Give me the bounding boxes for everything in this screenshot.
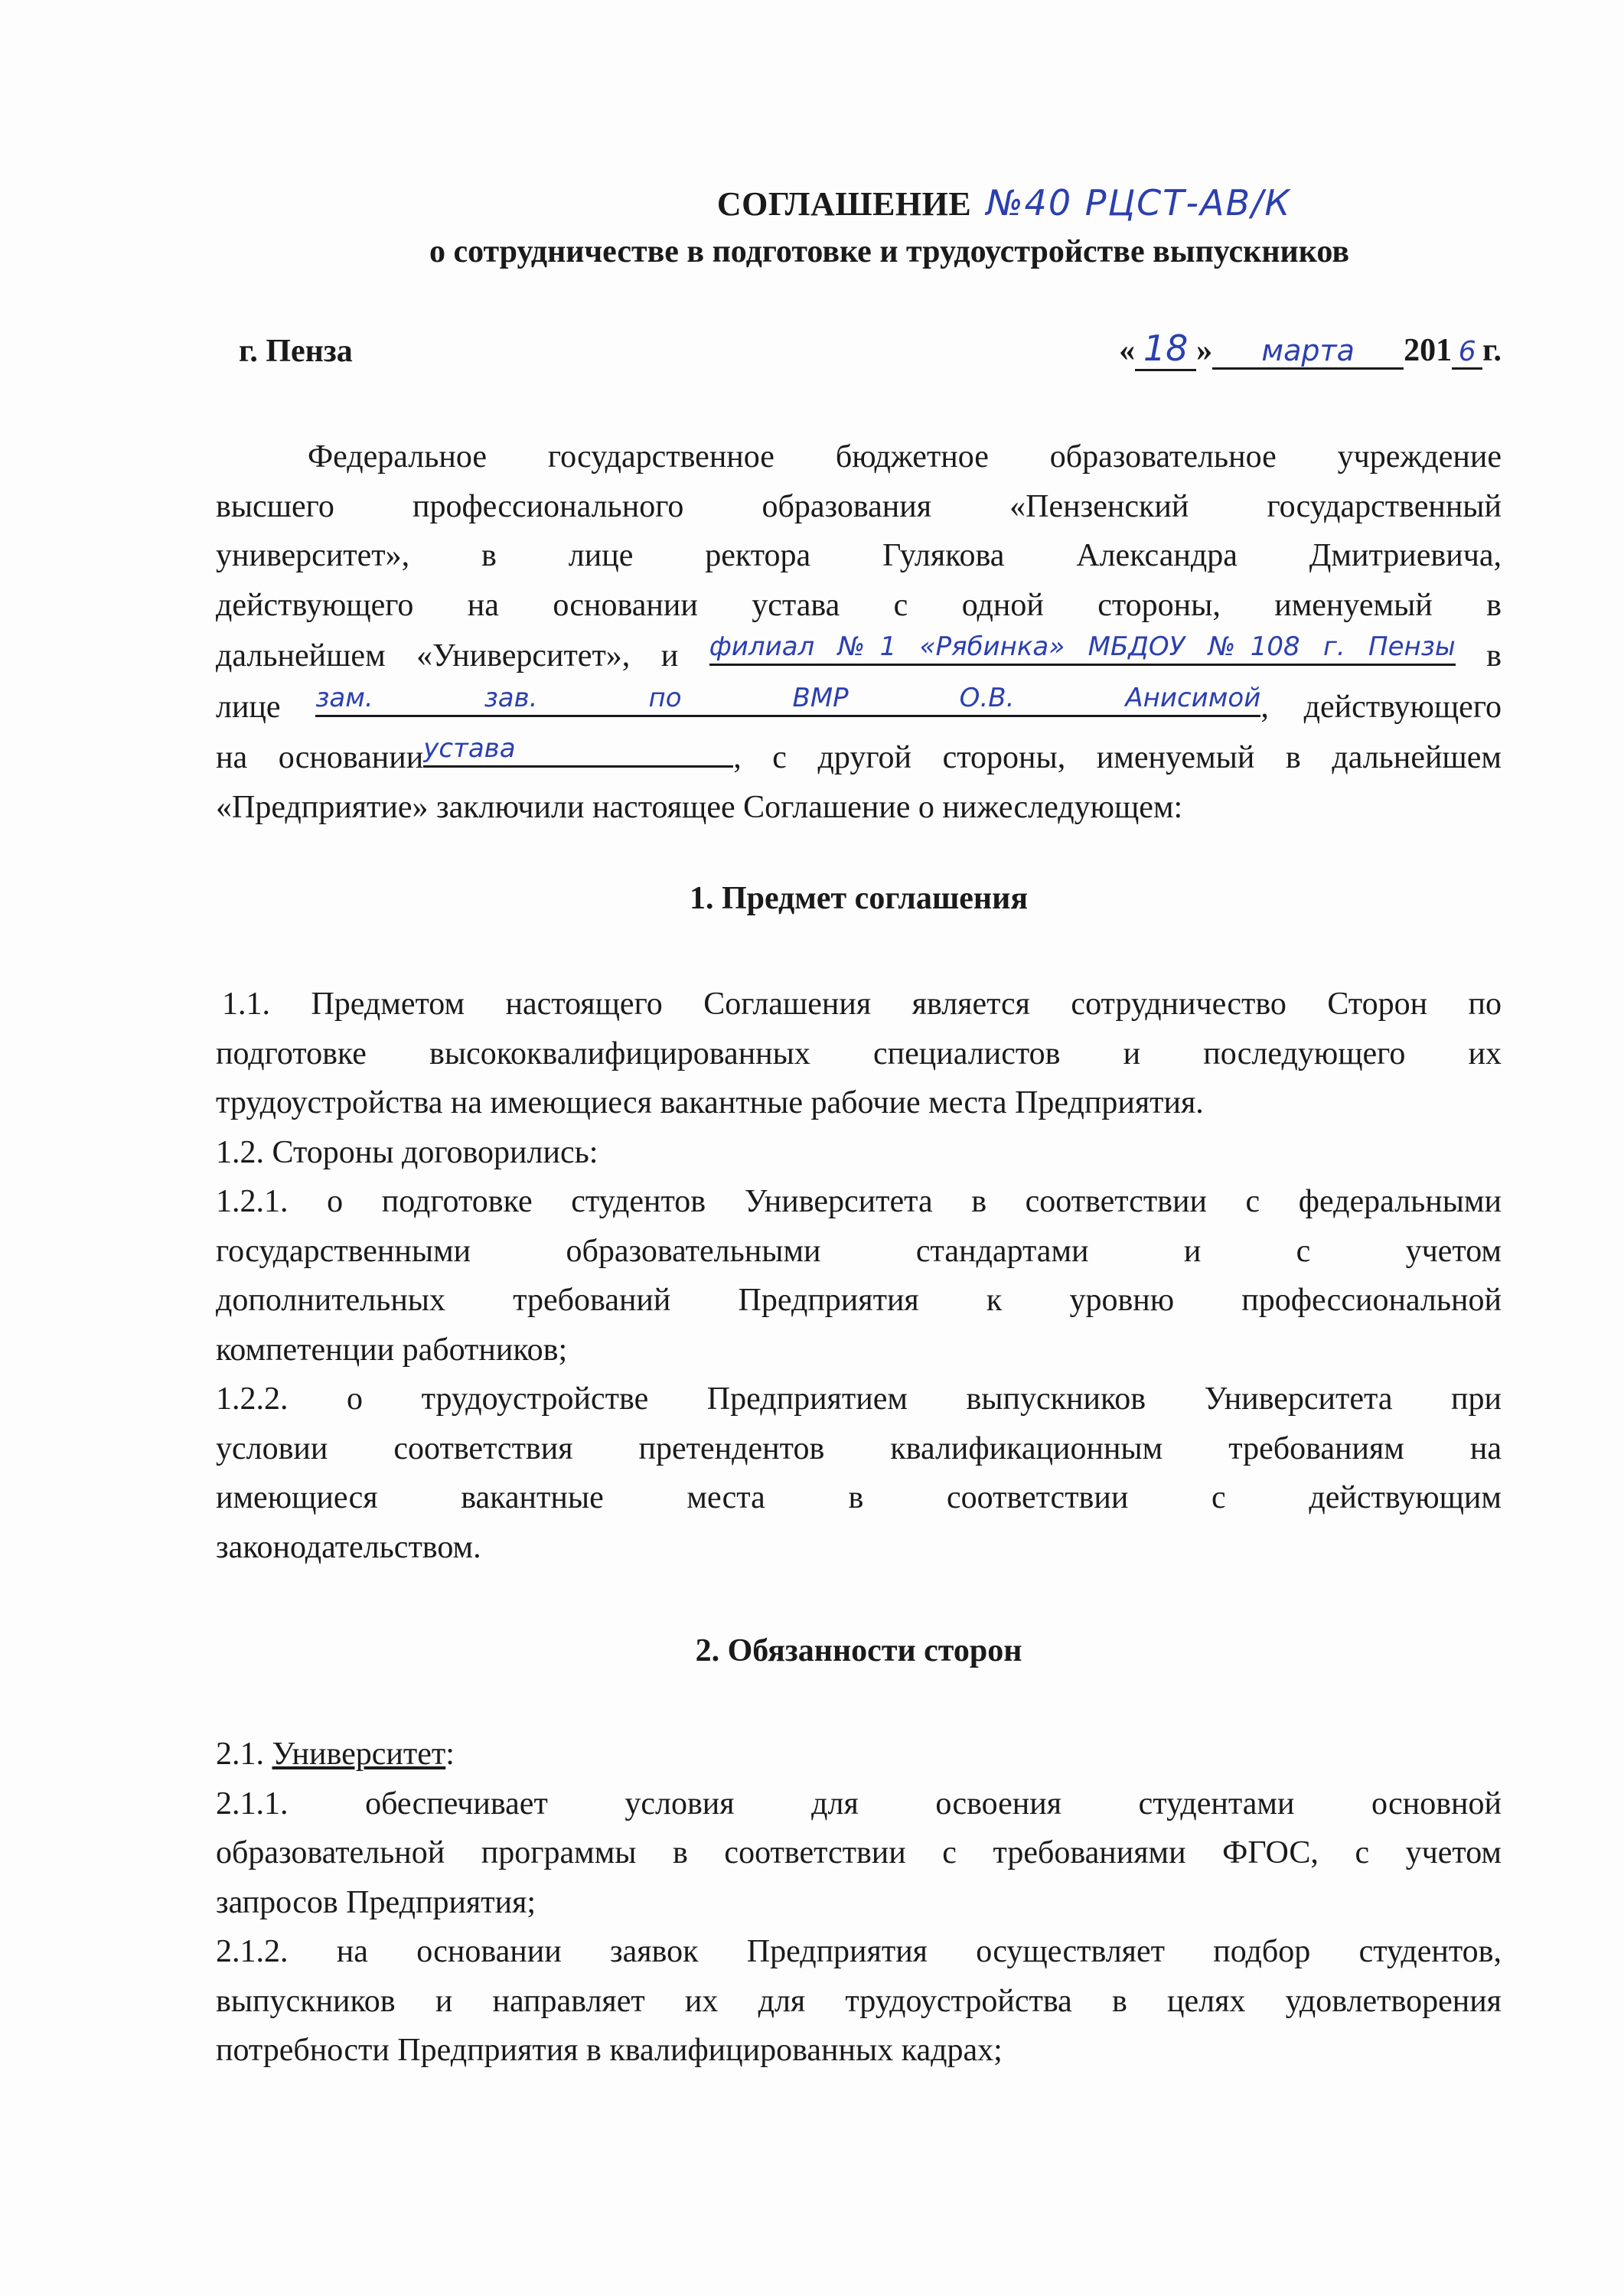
preamble-line: действующего на основании устава с одной стороны, именуемый в [216, 587, 1502, 623]
clause-1-2-2-line: законодательством. [216, 1529, 481, 1565]
section-2-body [216, 1730, 1502, 2076]
date-day-handwritten: 18 [1135, 328, 1196, 371]
date-field [1119, 328, 1502, 371]
clause-2-1-1-line: образовательной программы в соответствии с требованиями ФГОС, с учетом [216, 1835, 1502, 1870]
clause-1-2-1-line: 1.2.1. о подготовке студентов Университета в соответствии с федеральными [216, 1184, 1502, 1219]
preamble-text: , с другой стороны, именуемый в дальнейшем [733, 740, 1502, 775]
preamble-line [216, 630, 1502, 681]
clause-2-1-party: Университет [272, 1737, 446, 1772]
clause-2-1-colon: : [445, 1737, 455, 1772]
clause-2-1-2-line: 2.1.2. на основании заявок Предприятия осуществляет подбор студентов, [216, 1934, 1502, 1969]
representative-handwritten: зам. зав. по ВМР О.В. Анисимой [315, 681, 1260, 717]
clause-2-1-1-line: запросов Предприятия; [216, 1884, 536, 1920]
section-1-body [216, 980, 1502, 1572]
clause-1-2-1-line: государственными образовательными стандартами и с учетом [216, 1233, 1502, 1269]
preamble-line: университет», в лице ректора Гулякова Александра Дмитриевича, [216, 538, 1502, 573]
date-year-suffix: г. [1482, 333, 1502, 368]
title-handwritten-number: №40 РЦСТ-АВ/К [986, 182, 1292, 223]
preamble-text: дальнейшем «Университет», и [216, 638, 679, 673]
clause-2-1-number: 2.1. [216, 1737, 272, 1772]
preamble-line [216, 732, 1502, 783]
preamble-text: в [1486, 638, 1502, 673]
clause-1-1-line: подготовке высококвалифицированных специалистов и последующего их [216, 1035, 1502, 1071]
document-subtitle: о сотрудничестве в подготовке и трудоустройстве выпускников [429, 234, 1350, 269]
clause-1-2-2-line: имеющиеся вакантные места в соответствии с действующим [216, 1480, 1502, 1515]
preamble-text: , действующего [1260, 689, 1502, 725]
date-open-quote: « [1119, 333, 1136, 368]
clause-2-1 [216, 1730, 1502, 1779]
date-year-prefix: 201 [1404, 333, 1453, 368]
document-title [216, 182, 1502, 223]
clause-2-1-2-line: потребности Предприятия в квалифицированных кадрах; [216, 2033, 1003, 2068]
preamble-text: на основании [216, 740, 424, 775]
preamble-paragraph [216, 432, 1502, 832]
date-close-quote: » [1196, 333, 1213, 368]
preamble-text: лице [216, 689, 281, 725]
clause-1-2-1-line: компетенции работников; [216, 1332, 568, 1368]
preamble-line: «Предприятие» заключили настоящее Соглашение о нижеследующем: [216, 789, 1183, 825]
clause-1-1-line: трудоустройства на имеющиеся вакантные рабочие места Предприятия. [216, 1085, 1204, 1120]
section-2-title: 2. Обязанности сторон [695, 1633, 1022, 1668]
party-name-handwritten: филиал №1 «Рябинка» МБДОУ №108 г. Пензы [709, 630, 1456, 666]
clause-1-2-2-line: 1.2.2. о трудоустройстве Предприятием выпускников Университета при [216, 1381, 1502, 1417]
clause-2-1-2-line: выпускников и направляет их для трудоустройства в целях удовлетворения [216, 1983, 1502, 2019]
section-1-title: 1. Предмет соглашения [689, 881, 1029, 916]
preamble-line: Федеральное государственное бюджетное образовательное учреждение [308, 439, 1502, 475]
preamble-line [216, 681, 1502, 732]
clause-1-2: 1.2. Стороны договорились: [216, 1134, 598, 1170]
title-text: СОГЛАШЕНИЕ [716, 185, 972, 223]
city-label: г. Пенза [239, 334, 353, 369]
clause-1-2-2-line: условии соответствия претендентов квалификационным требованиям на [216, 1430, 1502, 1466]
date-year-handwritten: 6 [1452, 336, 1482, 370]
clause-1-1-line: 1.1. Предметом настоящего Соглашения является сотрудничество Сторон по [222, 987, 1502, 1022]
date-month-handwritten: марта [1212, 334, 1404, 370]
preamble-line: высшего профессионального образования «Пензенский государственный [216, 488, 1502, 524]
basis-handwritten: устава [423, 732, 733, 768]
clause-1-2-1-line: дополнительных требований Предприятия к уровню профессиональной [216, 1283, 1502, 1318]
clause-2-1-1-line: 2.1.1. обеспечивает условия для освоения студентами основной [216, 1786, 1502, 1821]
